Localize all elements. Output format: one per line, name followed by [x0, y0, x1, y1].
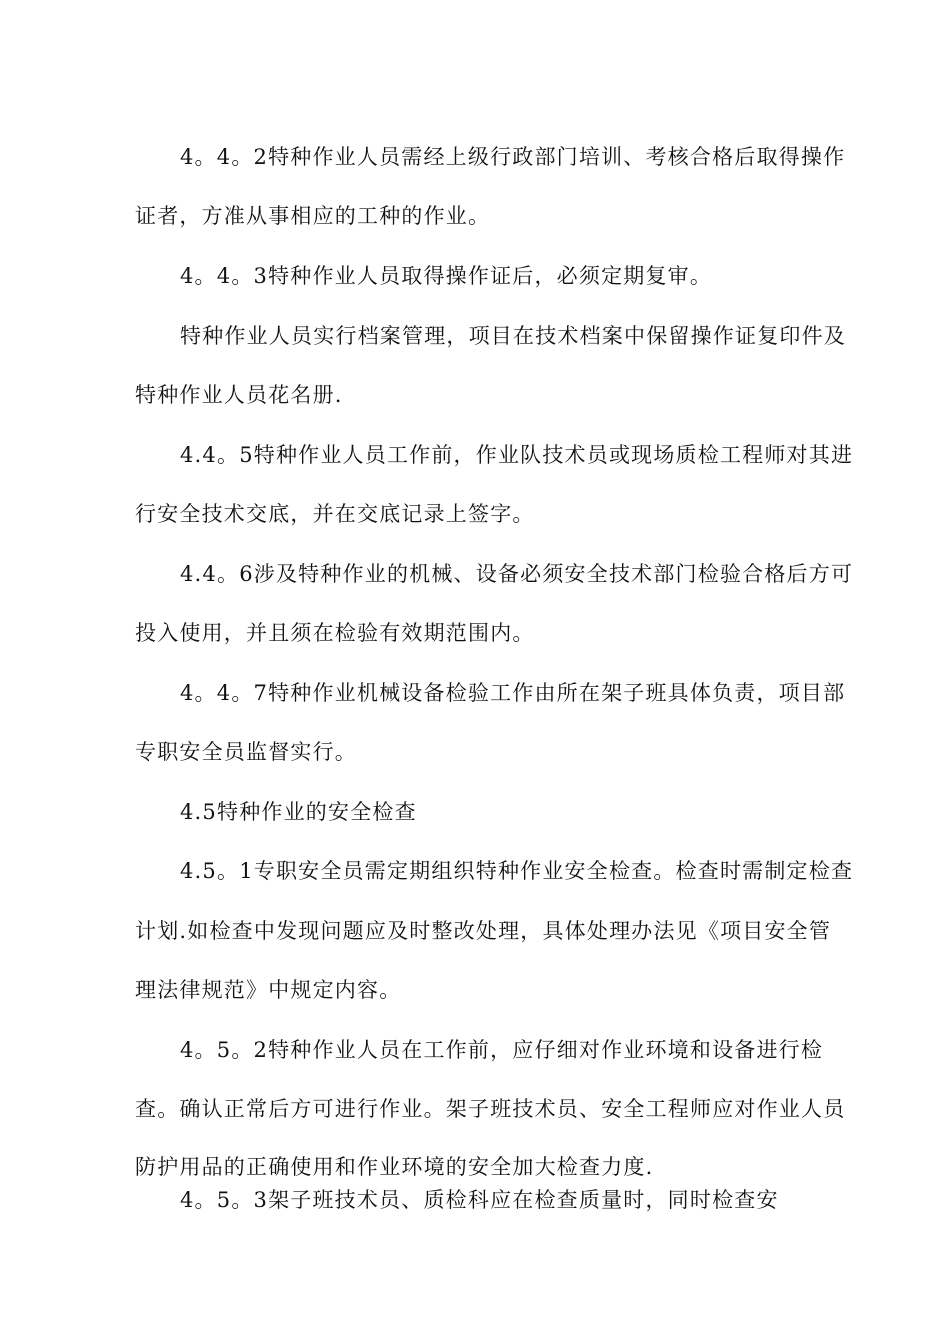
paragraph-line: 行安全技术交底，并在交底记录上签字。: [135, 502, 535, 526]
paragraph-line: 4。5。2特种作业人员在工作前，应仔细对作业环境和设备进行检: [180, 1038, 824, 1062]
paragraph-line: 专职安全员监督实行。: [135, 740, 357, 764]
paragraph-line: 查。确认正常后方可进行作业。架子班技术员、安全工程师应对作业人员: [135, 1097, 846, 1121]
paragraph-line: 4。5。3架子班技术员、质检科应在检查质量时，同时检查安: [180, 1188, 779, 1212]
paragraph-line: 4。4。3特种作业人员取得操作证后，必须定期复审。: [180, 264, 713, 288]
paragraph-line: 4.5。1专职安全员需定期组织特种作业安全检查。检查时需制定检查: [180, 859, 854, 883]
paragraph-line: 理法律规范》中规定内容。: [135, 978, 402, 1002]
paragraph-line: 4.4。5特种作业人员工作前，作业队技术员或现场质检工程师对其进: [180, 443, 854, 467]
paragraph-line: 4。4。2特种作业人员需经上级行政部门培训、考核合格后取得操作: [180, 145, 846, 169]
paragraph-line: 特种作业人员花名册.: [135, 383, 343, 407]
paragraph-line: 4。4。7特种作业机械设备检验工作由所在架子班具体负责，项目部: [180, 681, 846, 705]
section-heading: 4.5特种作业的安全检查: [180, 800, 417, 824]
paragraph-line: 投入使用，并且须在检验有效期范围内。: [135, 621, 535, 645]
paragraph-line: 证者，方准从事相应的工种的作业。: [135, 204, 491, 228]
paragraph-line: 计划.如检查中发现问题应及时整改处理，具体处理办法见《项目安全管: [135, 919, 832, 943]
paragraph-line: 4.4。6涉及特种作业的机械、设备必须安全技术部门检验合格后方可: [180, 562, 854, 586]
paragraph-line: 特种作业人员实行档案管理，项目在技术档案中保留操作证复印件及: [180, 324, 846, 348]
paragraph-line: 防护用品的正确使用和作业环境的安全加大检查力度.: [135, 1155, 654, 1179]
